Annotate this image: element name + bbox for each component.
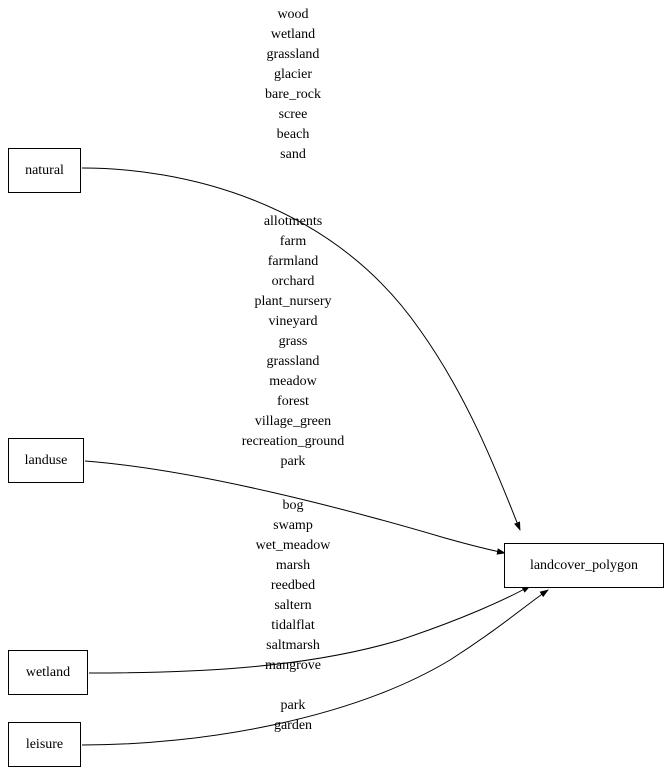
node-natural[interactable]: [8, 148, 81, 193]
edge-label-item: grass: [278, 334, 308, 349]
edge-label-item: orchard: [271, 274, 315, 289]
edge-label-item: tidalflat: [271, 618, 315, 633]
edge-label-item: saltern: [274, 598, 312, 613]
edge-label-item: mangrove: [265, 658, 321, 673]
edge-label-item: vineyard: [268, 314, 318, 329]
edge-label-item: wet_meadow: [255, 538, 331, 553]
edge-label-item: park: [280, 454, 306, 469]
edge-label-item: meadow: [269, 374, 317, 389]
edge-label-item: sand: [280, 147, 306, 162]
edge-label-item: forest: [277, 394, 309, 409]
node-landuse-label: landuse: [24, 452, 68, 468]
node-leisure-label: leisure: [25, 736, 64, 752]
edge-label-item: grassland: [266, 354, 320, 369]
edge-label-wetland-values: [193, 496, 393, 676]
edge-label-item: park: [280, 698, 306, 713]
node-natural-label: natural: [25, 162, 64, 178]
edge-label-natural-values: [193, 5, 393, 165]
edge-label-landuse-values: [193, 212, 393, 472]
edge-label-item: allotments: [263, 214, 323, 229]
edge-label-item: bare_rock: [265, 87, 321, 102]
edge-label-item: bog: [282, 498, 304, 513]
edge-label-item: garden: [273, 718, 313, 733]
edge-label-item: village_green: [254, 414, 332, 429]
edge-label-item: wood: [277, 7, 309, 22]
edge-label-item: farm: [279, 234, 307, 249]
node-leisure[interactable]: [8, 722, 81, 767]
edge-label-item: wetland: [270, 27, 316, 42]
edge-label-item: reedbed: [270, 578, 316, 593]
edge-label-item: marsh: [275, 558, 311, 573]
node-wetland[interactable]: [8, 650, 88, 695]
edge-label-item: beach: [276, 127, 310, 142]
edge-label-item: recreation_ground: [241, 434, 345, 449]
edge-label-item: saltmarsh: [266, 638, 320, 653]
edge-label-item: grassland: [266, 47, 320, 62]
node-landcover-polygon-label: landcover_polygon: [529, 557, 639, 573]
edge-label-item: swamp: [273, 518, 313, 533]
edge-label-item: farmland: [267, 254, 319, 269]
node-wetland-label: wetland: [25, 664, 71, 680]
node-landcover-polygon[interactable]: [504, 543, 664, 588]
edge-label-item: glacier: [273, 67, 313, 82]
edge-label-item: plant_nursery: [254, 294, 332, 309]
edge-label-item: scree: [278, 107, 308, 122]
edge-label-leisure-values: [193, 696, 393, 736]
node-landuse[interactable]: [8, 438, 84, 483]
